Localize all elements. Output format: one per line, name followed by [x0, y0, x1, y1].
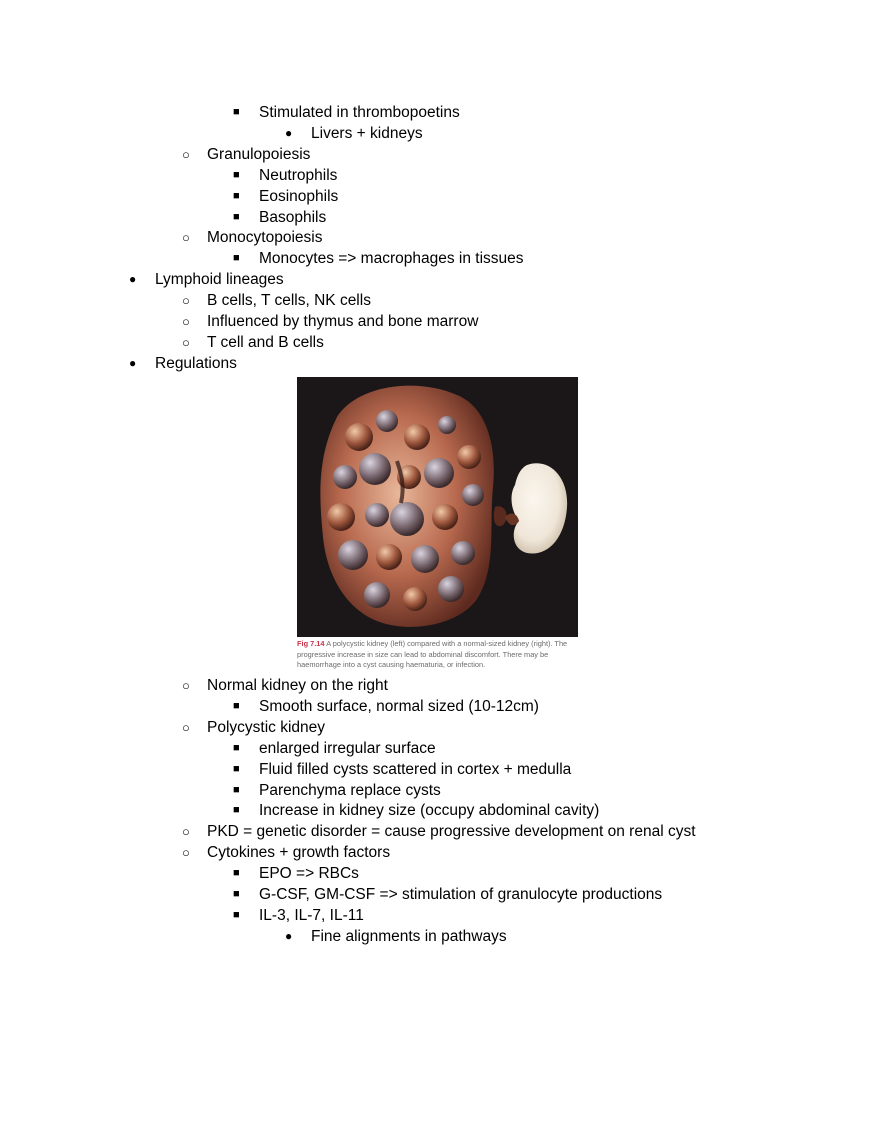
bullet-marker: ● [129, 272, 137, 287]
bullet-marker: ○ [182, 719, 190, 735]
list-item [233, 102, 460, 123]
list-item-text: Increase in kidney size (occupy abdominal cavity) [259, 802, 600, 820]
bullet-marker: ■ [233, 699, 240, 712]
bullet-marker: ■ [233, 867, 240, 880]
list-item [182, 675, 388, 696]
list-item [233, 165, 338, 186]
list-item [233, 884, 663, 905]
list-item-text: G-CSF, GM-CSF => stimulation of granulocyte productions [259, 886, 663, 903]
kidney-photo [297, 377, 578, 637]
list-item [182, 821, 696, 842]
bullet-marker: ● [129, 355, 137, 370]
list-item-text: PKD = genetic disorder = cause progressive development on renal cyst [207, 823, 696, 841]
list-item [129, 269, 284, 290]
bullet-marker: ○ [182, 334, 190, 350]
list-item-text: Fine alignments in pathways [311, 927, 507, 945]
list-item [285, 123, 423, 144]
list-item-text: Influenced by thymus and bone marrow [207, 313, 479, 330]
kidney-illustration [297, 377, 578, 637]
list-item-text: Monocytopoiesis [207, 229, 323, 247]
list-item [182, 311, 479, 332]
list-item-text: Normal kidney on the right [207, 677, 388, 694]
list-item [233, 800, 600, 821]
list-item-text: Neutrophils [259, 166, 338, 184]
list-item-text: Monocytes => macrophages in tissues [259, 250, 524, 268]
list-item [182, 842, 391, 863]
bullet-marker: ○ [182, 293, 190, 309]
list-item [182, 227, 323, 248]
list-item-text: Granulopoiesis [207, 145, 311, 163]
bullet-marker: ■ [233, 189, 240, 202]
bullet-marker: ■ [233, 168, 240, 181]
list-item-text: enlarged irregular surface [259, 739, 436, 757]
list-item-text: Livers + kidneys [311, 124, 423, 142]
list-item [233, 248, 524, 269]
list-item-text: Parenchyma replace cysts [259, 781, 441, 799]
figure-label: Fig 7.14 [297, 639, 325, 648]
bullet-marker: ■ [233, 210, 240, 223]
list-item-text: Polycystic kidney [207, 718, 326, 736]
list-item-text: Fluid filled cysts scattered in cortex + medulla [259, 760, 572, 778]
bullet-marker: ● [285, 928, 293, 943]
bullet-marker: ■ [233, 888, 240, 900]
list-item-text: Basophils [259, 208, 327, 226]
bullet-marker: ■ [233, 252, 240, 265]
figure-caption [297, 639, 582, 671]
bullet-marker: ■ [233, 908, 240, 921]
list-item [182, 332, 324, 353]
list-item-text: Eosinophils [259, 187, 339, 205]
list-item [129, 353, 237, 374]
list-item [233, 863, 359, 884]
bullet-marker: ■ [233, 804, 240, 817]
list-item-text: Stimulated in thrombopoetins [259, 104, 460, 121]
list-item [182, 717, 326, 738]
bullet-marker: ○ [182, 314, 190, 329]
bullet-marker: ○ [182, 845, 190, 861]
list-item [233, 780, 441, 801]
list-item [285, 926, 507, 947]
list-item-text: Lymphoid lineages [155, 271, 284, 289]
list-item [233, 696, 539, 717]
bullet-marker: ■ [233, 106, 240, 118]
bullet-marker: ● [285, 125, 293, 140]
list-item-text: Smooth surface, normal sized (10-12cm) [259, 697, 539, 715]
bullet-marker: ○ [182, 678, 190, 693]
list-item [233, 905, 364, 926]
figure-caption-text: A polycystic kidney (left) compared with a normal-sized kidney (right). The progressive increase in size can lead to abdominal discomfort. There may be haemorrhage into a cyst causing haematuria, or infection. [297, 639, 568, 669]
list-item [233, 207, 327, 228]
list-item-text: EPO => RBCs [259, 865, 359, 883]
list-item-text: Cytokines + growth factors [207, 844, 391, 862]
bullet-marker: ■ [233, 741, 240, 754]
bullet-marker: ■ [233, 783, 240, 796]
list-item-text: B cells, T cells, NK cells [207, 292, 371, 310]
bullet-marker: ○ [182, 230, 190, 246]
list-item [182, 144, 311, 165]
bullet-marker: ○ [182, 824, 190, 840]
list-item [233, 759, 572, 780]
bullet-marker: ■ [233, 762, 240, 775]
list-item [182, 290, 371, 311]
list-item-text: IL-3, IL-7, IL-11 [259, 906, 364, 924]
list-item-text: Regulations [155, 354, 237, 372]
list-item-text: T cell and B cells [207, 333, 324, 351]
bullet-marker: ○ [182, 146, 190, 162]
list-item [233, 186, 339, 207]
list-item [233, 738, 436, 759]
